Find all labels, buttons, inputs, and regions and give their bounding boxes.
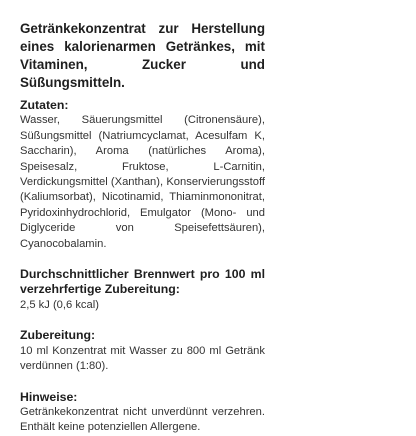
notes-section bbox=[20, 390, 265, 436]
ingredients-heading: Zutaten: bbox=[20, 98, 69, 112]
ingredients-list: Wasser, Säuerungsmittel (Citronensäure), Süßungsmittel (Natriumcyclamat, Acesulfam K, Saccharin), Aroma (natürliches Aroma), Speisesalz, Fruktose, L-Carnitin, Verdickungsmittel (Xanthan), Konservierungsstoff (Kaliumsorbat), Nicotinamid, Thiaminmononitrat, Pyridoxinhydrochlorid, Emulgator (Mono- und Diglyceride von Speisefettsäuren), Cyanocobalamin. bbox=[20, 114, 265, 250]
section-spacer bbox=[20, 375, 265, 390]
preparation-instructions: 10 ml Konzentrat mit Wasser zu 800 ml Getränk verdünnen (1:80). bbox=[20, 344, 265, 373]
section-spacer bbox=[20, 313, 265, 328]
notes-text: Getränkekonzentrat nicht unverdünnt verzehren. Enthält keine potenziellen Allergene. bbox=[20, 405, 265, 434]
section-spacer bbox=[20, 252, 265, 267]
energy-value: 2,5 kJ (0,6 kcal) bbox=[20, 298, 99, 311]
ingredients-section bbox=[20, 98, 265, 252]
energy-section bbox=[20, 267, 265, 313]
product-description: Getränkekonzentrat zur Herstellung eines kalorienarmen Getränkes, mit Vitaminen, Zucker und Süßungsmitteln. bbox=[20, 21, 265, 90]
preparation-section bbox=[20, 328, 265, 374]
preparation-heading: Zubereitung: bbox=[20, 328, 96, 343]
product-label-text bbox=[20, 20, 265, 436]
notes-heading: Hinweise: bbox=[20, 389, 78, 404]
energy-heading: Durchschnittlicher Brennwert pro 100 ml verzehrfertige Zubereitung: bbox=[20, 267, 265, 297]
